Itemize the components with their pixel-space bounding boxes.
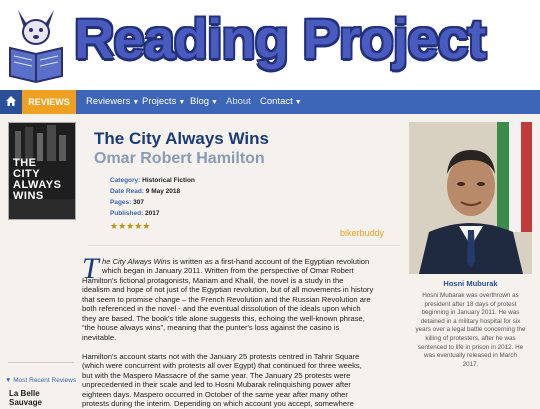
main-nav [0,90,540,114]
nav-home-button[interactable] [0,90,22,114]
caption-line: was eventually released in March [423,352,518,360]
review-line: but with the Maspero Massacre of the same year. The January 25 protests were [82,371,351,380]
recent-review-title-line: Sauvage [9,398,42,407]
book-author[interactable]: Omar Robert Hamilton [94,150,265,167]
nav-reviewers-label: Reviewers [86,96,131,107]
rating-stars: ★★★★★ [110,221,151,231]
meta-key: Date Read: [110,188,144,195]
drop-cap: T [82,252,99,285]
meta-key: Published: [110,210,144,217]
review-line: they are based. The book's title alone suggests this, echoing the well-known phrase, [82,314,365,323]
meta-category [110,177,195,184]
nav-reviews[interactable]: REVIEWS [22,90,76,114]
chevron-down-icon: ▼ [211,99,218,106]
meta-key: Pages: [110,199,132,206]
home-icon [5,95,17,107]
recent-review-title-line: La Belle [9,389,40,398]
book-cover-image[interactable] [8,122,76,220]
nav-contact[interactable] [260,90,302,114]
nav-projects-label: Projects [142,96,177,107]
meta-value: 9 May 2018 [145,188,181,195]
review-line: eighteen days. Maspero occurred in October of the same year after many other [82,390,348,399]
meta-value: 307 [133,199,144,206]
review-line: that seem to promise change – the French Revolution and the Russian Revolution are [82,295,371,304]
caption-line: years over a legal battle concerning the [415,326,526,334]
review-line: (which were concurrent with protests all over Egypt) that continued for three weeks, [82,361,362,370]
review-line: both referenced in the novel - and the eventual dissolution of the ideals upon which [82,304,361,313]
chevron-down-icon: ▼ [178,99,186,106]
meta-pages [110,199,144,206]
portrait-graphic [409,122,532,274]
hosni-mubarak-photo[interactable] [409,122,532,274]
photo-caption-title: Hosni Muburak [443,279,498,288]
nav-blog[interactable] [190,90,218,114]
caption-line: detained in a military hospital for six [420,317,521,325]
caption-line: 2017. [462,360,479,368]
sidebar-divider [8,362,74,363]
cover-text-line: THE [13,157,37,169]
dog-reading-logo-icon[interactable] [4,4,72,84]
nav-blog-label: Blog [190,96,210,107]
most-recent-reviews-toggle[interactable]: ▼ Most Recent Reviews [5,377,77,384]
caption-line: sentenced to life in prison in 2012. He [417,343,524,351]
section-divider [88,245,400,246]
review-line: “the house always wins”, meaning that the punter's loss against the casino is [82,323,340,332]
caption-line: president after 18 days of protest [424,300,517,308]
cover-text-line: ALWAYS [13,179,62,191]
review-text: is written as a first-hand account of the Egyptian revolution [170,257,370,266]
book-title-italic: he City Always Wins [102,257,171,266]
review-line: Hamilton's fictional protagonists, Mariam and Khalil, the novel is a study in the [82,276,344,285]
site-header [0,0,540,90]
meta-date-read [110,188,180,195]
recent-review-link[interactable] [9,389,42,407]
nav-reviewers[interactable] [86,90,139,114]
meta-value: 2017 [145,210,160,217]
book-title: The City Always Wins [94,129,269,148]
meta-key: Category: [110,177,141,184]
meta-published [110,210,160,217]
review-line: Hamilton's account starts not with the January 25 protests centred in Tahrir Square [82,352,360,361]
cover-text-line: WINS [13,190,44,202]
nav-projects[interactable] [142,90,185,114]
review-line: unprecedented in their scale and led to Hosni Mubarak relinquishing power after [82,380,351,389]
reviewer-link[interactable]: bikerbuddy [340,228,385,238]
nav-contact-label: Contact [260,96,293,107]
review-line: protests during the interim. Depending on which account you accept, somewhere [82,399,354,408]
review-line: inevitable. [82,333,117,342]
review-line: idealism and hope of not just of the Egyptian revolution, but of all movements in history [82,285,374,294]
cover-text-line: CITY [13,168,41,180]
site-title[interactable]: Reading Project [74,7,486,70]
caption-line: Hosni Mubarak was overthrown as [422,292,519,299]
caption-line: beginning in January 2011. He was [421,309,520,317]
meta-value[interactable]: Historical Fiction [142,177,195,184]
chevron-down-icon: ▼ [132,99,140,106]
nav-about[interactable]: About [226,96,251,107]
caption-line: killing of protesters, after he was [425,334,516,342]
photo-caption [413,292,528,369]
review-line: which began in January 2011. Written from the perspective of Omar Robert [102,266,354,275]
chevron-down-icon: ▼ [294,99,302,106]
